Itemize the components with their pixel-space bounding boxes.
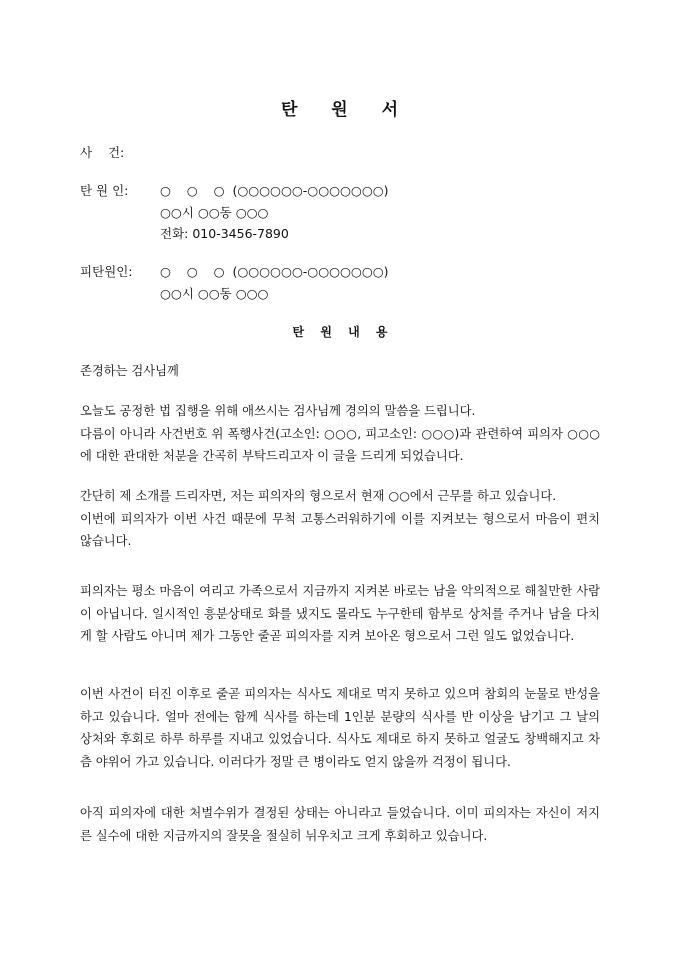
section-title: 탄 원 내 용 <box>292 325 388 339</box>
salutation: 존경하는 검사님께 <box>80 364 179 378</box>
suspect-address: ○○시 ○○동 ○○○ <box>160 286 269 301</box>
paragraph-4-text: 이번 사건이 터진 이후로 줄곧 피의자는 식사도 제대로 먹지 못하고 있으며 참회의 눈물로 반성을 하고 있습니다. 얼마 전에는 함께 식사를 하는데 1인분 분량의 식사를 반 이상을 남기고 그 날의 상처와 후회로 하루 하루를 지내고 있었습니다. 식사도 제대로 하지 못하고 얼굴도 창백해지고 차츰 야위어 가고 있습니다. 이러다가 정말 큰 병이라도 얻지 않을까 걱정이 됩니다. <box>80 687 600 769</box>
paragraph-1 <box>80 400 600 468</box>
paragraph-2 <box>80 485 600 553</box>
paragraph-2-line-1: 간단히 제 소개를 드리자면, 저는 피의자의 형으로서 현재 ○○에서 근무를 하고 있습니다. <box>80 489 557 503</box>
suspect-label: 피탄원인: <box>80 264 133 279</box>
paragraph-3 <box>80 580 600 648</box>
petitioner-address: ○○시 ○○동 ○○○ <box>160 205 269 220</box>
paragraph-5-text: 아직 피의자에 대한 처벌수위가 결정된 상태는 아니라고 들었습니다. 이미 피의자는 자신이 저지른 실수에 대한 지금까지의 잘못을 절실히 뉘우치고 크게 후회하고 있습니다. <box>80 806 600 843</box>
suspect-name-line: ○ ○ ○ (○○○○○○-○○○○○○○) <box>160 264 389 279</box>
case-label: 사 건: <box>80 145 125 160</box>
petitioner-phone: 전화: 010-3456-7890 <box>160 226 289 241</box>
document-title: 탄 원 서 <box>280 100 400 120</box>
paragraph-1-line-1: 오늘도 공정한 법 집행을 위해 애쓰시는 검사님께 경의의 말씀을 드립니다. <box>80 404 476 418</box>
paragraph-5 <box>80 802 600 847</box>
petitioner-name-line: ○ ○ ○ (○○○○○○-○○○○○○○) <box>160 183 389 198</box>
paragraph-3-text: 피의자는 평소 마음이 여리고 가족으로서 지금까지 지켜본 바로는 남을 악의적으로 해칠만한 사람이 아닙니다. 일시적인 흥분상태로 화를 냈지도 몰라도 누구한테 함부로 상처를 주거나 남을 다치게 할 사람도 아니며 제가 그동안 줄곧 피의자를 지켜 보아온 형으로서 그런 일도 없었습니다. <box>80 584 600 643</box>
paragraph-4 <box>80 683 600 773</box>
paragraph-1-line-2: 다름이 아니라 사건번호 위 폭행사건(고소인: ○○○, 피고소인: ○○○)과 관련하여 피의자 ○○○에 대한 관대한 처분을 간곡히 부탁드리고자 이 글을 드리게 되었습니다. <box>80 426 600 463</box>
paragraph-2-line-2: 이번에 피의자가 이번 사건 때문에 무척 고통스러워하기에 이를 지켜보는 형으로서 마음이 편치 않습니다. <box>80 511 600 548</box>
petitioner-label: 탄 원 인: <box>80 183 129 198</box>
